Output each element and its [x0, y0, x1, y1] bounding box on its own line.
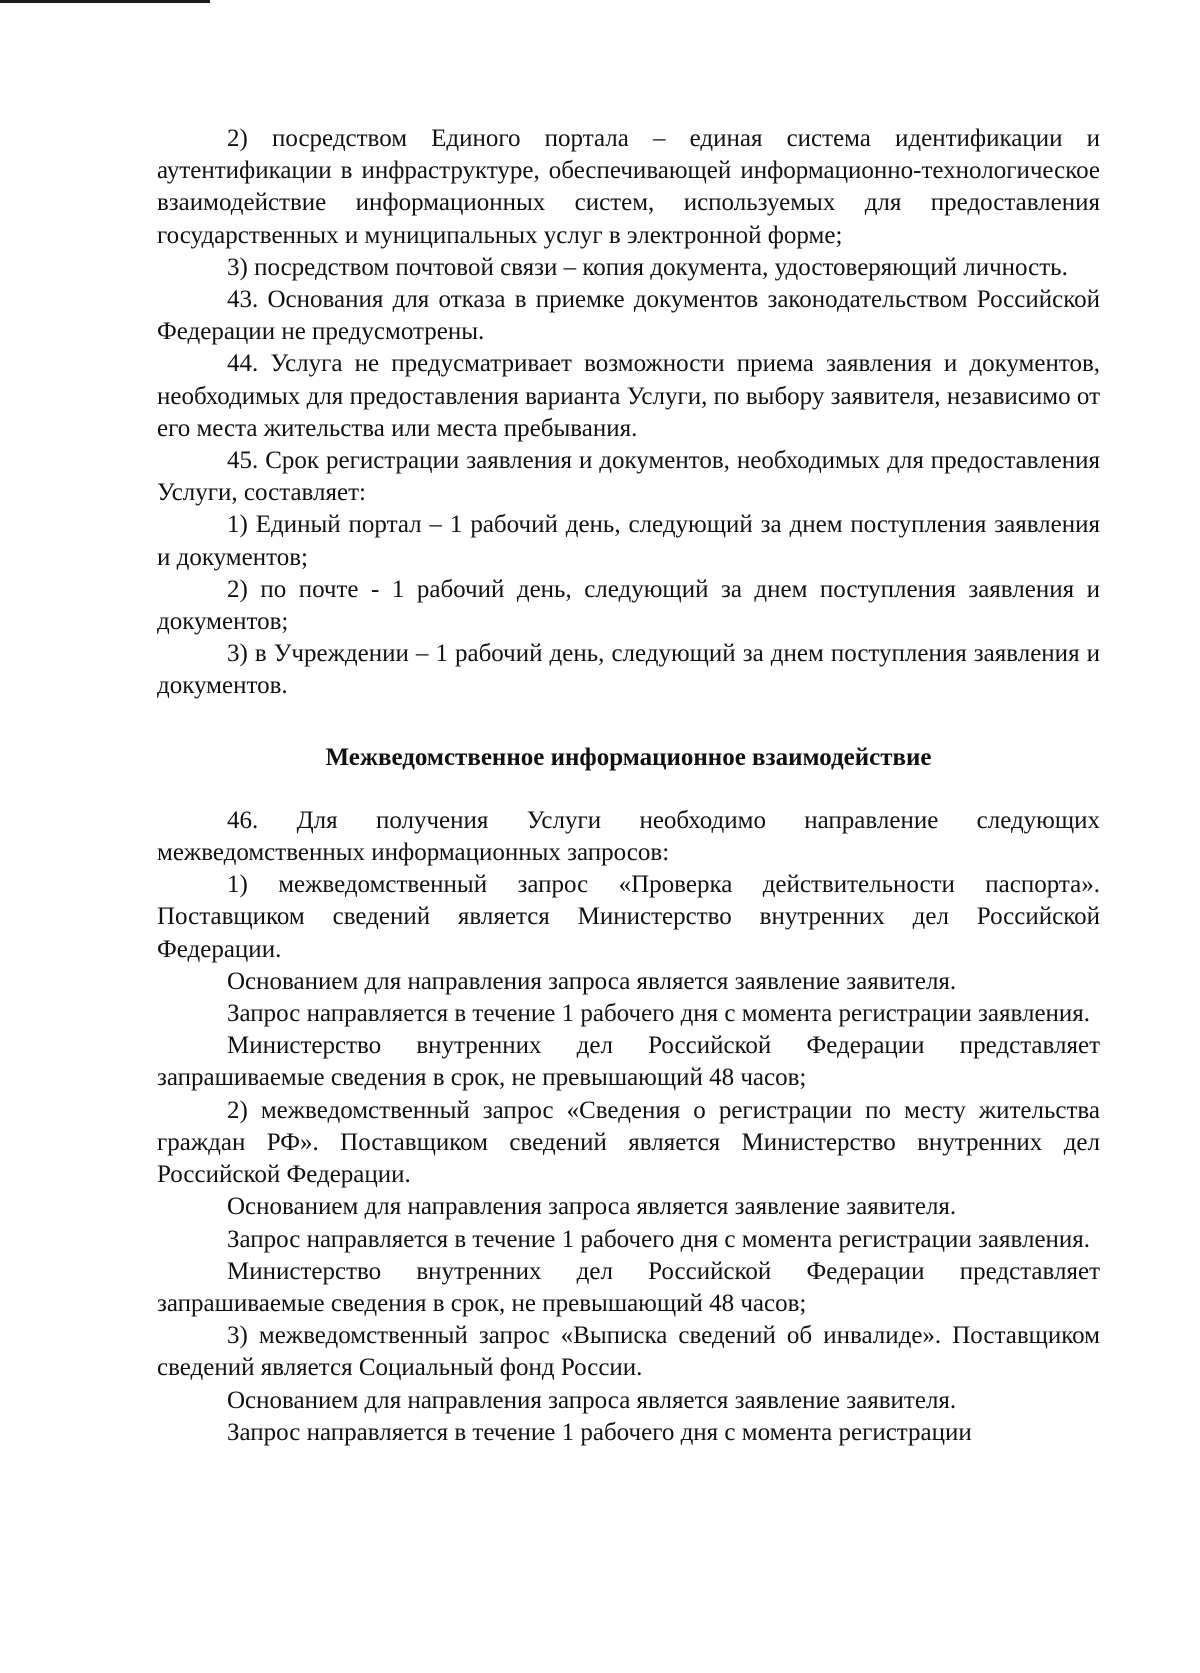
list-item-2-unified-portal: 2) посредством Единого портала – единая система идентификации и аутентификации в инфраструктуре, обеспечивающей информационно-технологическое взаимодействие информационных систем, используемых для предоставления государственных и муниципальных услуг в электронной форме; — [157, 125, 1100, 249]
paragraph-45: 45. Срок регистрации заявления и документов, необходимых для предоставления Услуги, составляет: — [157, 447, 1100, 507]
paragraph-45-item-3: 3) в Учреждении – 1 рабочий день, следующий за днем поступления заявления и документов. — [157, 640, 1100, 700]
request-3-timing: Запрос направляется в течение 1 рабочего дня с момента регистрации — [227, 1418, 972, 1446]
request-2-registration: 2) межведомственный запрос «Сведения о регистрации по месту жительства граждан РФ». Поставщиком сведений является Министерство внутренних дел Российской Федерации. — [157, 1096, 1100, 1189]
scan-edge-mark — [0, 0, 210, 3]
request-1-timing: Запрос направляется в течение 1 рабочего дня с момента регистрации заявления. — [227, 1000, 1091, 1028]
request-3-basis: Основанием для направления запроса является заявление заявителя. — [227, 1386, 957, 1414]
section-heading: Межведомственное информационное взаимодействие — [325, 743, 932, 771]
request-1-response: Министерство внутренних дел Российской Федерации представляет запрашиваемые сведения в срок, не превышающий 48 часов; — [157, 1032, 1100, 1092]
paragraph-44: 44. Услуга не предусматривает возможности приема заявления и документов, необходимых для предоставления варианта Услуги, по выбору заявителя, независимо от его места жительства или места пребывания. — [157, 350, 1100, 442]
paragraph-45-item-2: 2) по почте - 1 рабочий день, следующий за днем поступления заявления и документов; — [157, 575, 1100, 636]
paragraph-43: 43. Основания для отказа в приемке документов законодательством Российской Федерации не предусмотрены. — [157, 286, 1100, 346]
request-3-disability: 3) межведомственный запрос «Выписка сведений об инвалиде». Поставщиком сведений является Социальный фонд России. — [157, 1322, 1100, 1382]
request-2-basis: Основанием для направления запроса является заявление заявителя. — [227, 1193, 957, 1221]
list-item-3-postal: 3) посредством почтовой связи – копия документа, удостоверяющий личность. — [227, 253, 1068, 281]
request-1-basis: Основанием для направления запроса является заявление заявителя. — [227, 967, 957, 995]
paragraph-45-item-1: 1) Единый портал – 1 рабочий день, следующий за днем поступления заявления и документов; — [157, 511, 1100, 571]
request-1-passport: 1) межведомственный запрос «Проверка действительности паспорта». Поставщиком сведений является Министерство внутренних дел Российской Федерации. — [157, 871, 1100, 963]
request-2-timing: Запрос направляется в течение 1 рабочего дня с момента регистрации заявления. — [227, 1225, 1091, 1253]
document-page — [157, 123, 1100, 1449]
request-2-response: Министерство внутренних дел Российской Федерации представляет запрашиваемые сведения в срок, не превышающий 48 часов; — [157, 1257, 1100, 1317]
paragraph-46: 46. Для получения Услуги необходимо направление следующих межведомственных информационных запросов: — [157, 806, 1100, 867]
